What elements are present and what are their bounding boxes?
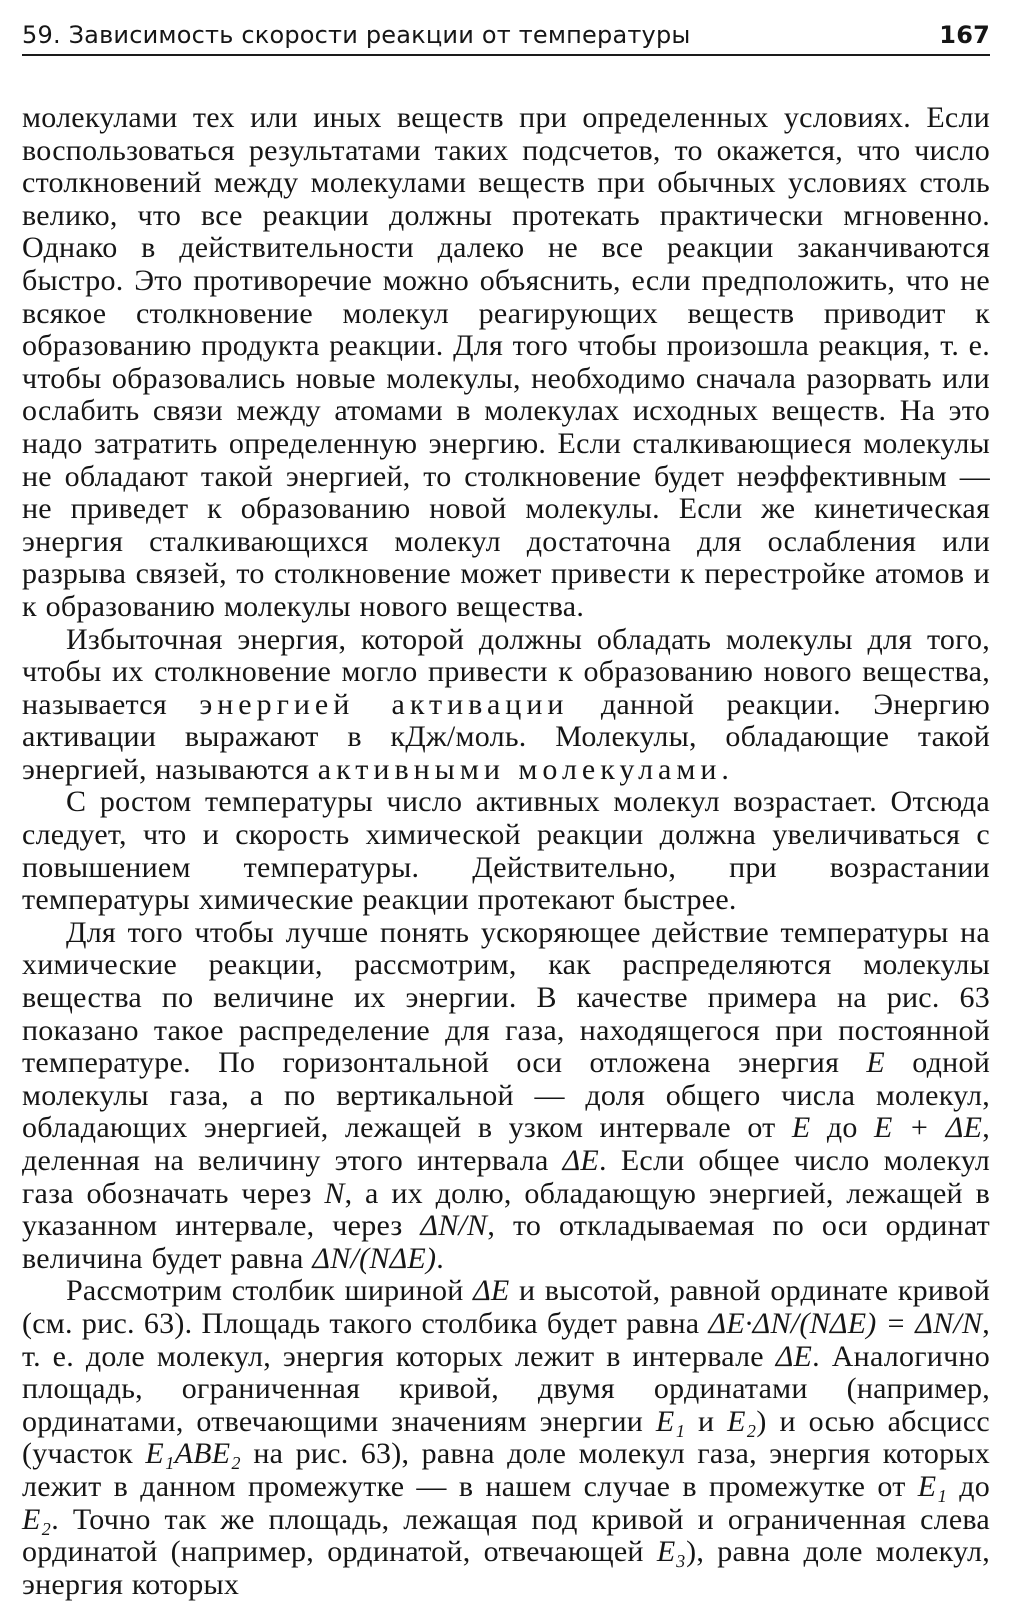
text-run: ), равна доле молекул, энергия которых	[22, 1535, 990, 1601]
math-expression: ΔE·ΔN/(NΔE) = ΔN/N	[708, 1306, 983, 1340]
math-symbol: ΔE	[473, 1274, 510, 1308]
text-run: одной молекулы газа, а по вертикальной — доля общего числа молекул, обладающих энергией, лежащей в узком интервале от	[22, 1046, 990, 1145]
text-run: Рассмотрим столбик шириной	[66, 1274, 474, 1308]
paragraph-temperature-growth: С ростом температуры число активных молекул возрастает. Отсюда следует, что и скорость химической реакции должна увеличиваться с повышением температуры. Действительно, при возрастании температуры химические реакции протекают быстрее.	[22, 785, 990, 917]
math-symbol: E	[866, 1046, 885, 1080]
text-run: на рис. 63), равна доле молекул газа, энергия которых лежит в данном промежутке — в нашем случае в промежутке от	[22, 1437, 990, 1503]
text-run: , то откладываемая по оси ординат величина будет равна	[22, 1209, 990, 1275]
text-run: и	[685, 1404, 728, 1438]
math-expression: E₁ABE₂	[145, 1437, 242, 1471]
math-symbol: ΔE	[775, 1339, 813, 1373]
math-expression: ΔN/N	[420, 1209, 488, 1243]
paragraph-energy-distribution	[22, 917, 990, 1276]
text-run: , деленная на величину этого интервала	[22, 1111, 990, 1177]
math-symbol: E₂	[22, 1502, 52, 1536]
text-run: . Точно так же площадь, лежащая под кривой и ограниченная слева ординатой (например, ординатой, отвечающей	[22, 1502, 990, 1569]
text-run: .	[436, 1241, 444, 1275]
text-run: , а их долю, обладающую энергией, лежащей в указанном интервале, через	[22, 1176, 990, 1243]
term-activation-energy: энергией активации	[199, 687, 569, 721]
text-run: и высотой, равной ординате кривой (см. рис. 63). Площадь такого столбика будет равна	[22, 1274, 990, 1340]
text-run: ) и осью абсцисс (участок	[22, 1404, 990, 1471]
math-symbol: ΔE	[562, 1144, 600, 1177]
running-header	[22, 18, 990, 56]
body-text	[22, 102, 990, 1601]
text-run: .	[721, 752, 730, 786]
math-symbol: N	[324, 1176, 345, 1210]
math-expression: E + ΔE	[874, 1111, 983, 1145]
text-run: . Аналогично площадь, ограниченная кривой, двумя ординатами (например, ординатами, отвечающими значениям энергии	[22, 1339, 990, 1438]
math-symbol: E₁	[655, 1404, 686, 1438]
math-symbol: E	[791, 1111, 811, 1145]
text-run: до	[947, 1469, 991, 1503]
math-expression: ΔN/(NΔE)	[312, 1241, 437, 1275]
text-run: , т. е. доле молекул, энергия которых лежит в интервале	[22, 1306, 990, 1373]
page-number: 167	[939, 21, 990, 49]
text-run: Избыточная энергия, которой должны обладать молекулы для того, чтобы их столкновение могло привести к образованию нового вещества, называется	[22, 622, 990, 721]
text-run: до	[810, 1111, 874, 1145]
term-active-molecules: активными молекулами	[317, 752, 722, 786]
text-run: данной реакции. Энергию активации выражают в кДж/моль. Молекулы, обладающие такой энергией, называются	[22, 687, 990, 786]
math-symbol: E₁	[917, 1469, 948, 1503]
math-symbol: E₂	[727, 1404, 757, 1438]
paragraph-activation-energy	[22, 624, 990, 787]
section-title: 59. Зависимость скорости реакции от температуры	[22, 21, 691, 49]
text-run: . Если общее число молекул газа обозначать через	[22, 1144, 990, 1210]
paragraph-continued: молекулами тех или иных веществ при определенных условиях. Если воспользоваться результатами таких подсчетов, то окажется, что число столкновений между молекулами веществ при обычных условиях столь велико, что все реакции должны протекать практически мгновенно. Однако в действительности далеко не все реакции заканчиваются быстро. Это противоречие можно объяснить, если предположить, что не всякое столкновение молекул реагирующих веществ приводит к образованию продукта реакции. Для того чтобы произошла реакция, т. е. чтобы образовались новые молекулы, необходимо сначала разорвать или ослабить связи между атомами в молекулах исходных веществ. На это надо затратить определенную энергию. Если сталкивающиеся молекулы не обладают такой энергией, то столкновение будет неэффективным — не приведет к образованию новой молекулы. Если же кинетическая энергия сталкивающихся молекул достаточна для ослабления или разрыва связей, то столкновение может привести к перестройке атомов и к образованию молекулы нового вещества.	[22, 101, 990, 623]
math-symbol: E₃	[656, 1535, 687, 1569]
paragraph-column-area	[22, 1275, 990, 1601]
text-run: Для того чтобы лучше понять ускоряющее действие температуры на химические реакции, рассмотрим, как распределяются молекулы вещества по величине их энергии. В качестве примера на рис. 63 показано такое распределение для газа, находящегося при постоянной температуре. По горизонтальной оси отложена энергия	[22, 915, 990, 1080]
